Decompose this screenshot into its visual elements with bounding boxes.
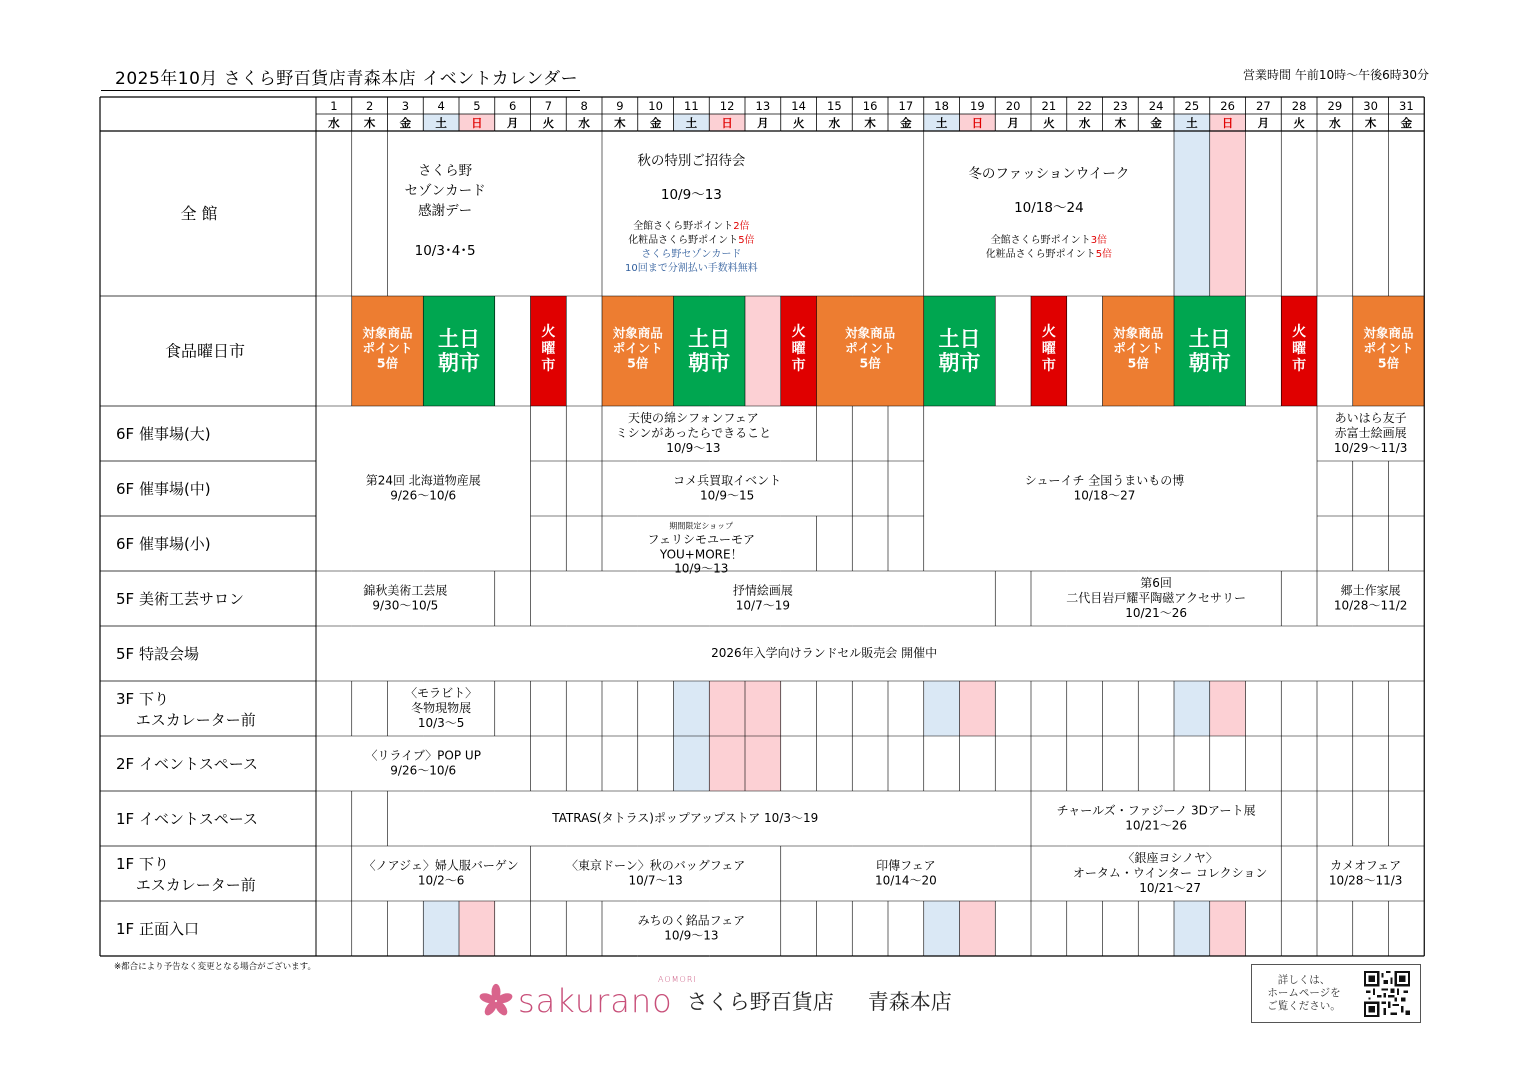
weekday-label: 木 [614, 116, 626, 130]
event-felisi: フェリシモユーモア [647, 532, 755, 547]
aki-point-line1: 全館さくら野ポイント2倍 [633, 221, 750, 232]
event-iwato: 10/21～26 [1125, 606, 1188, 620]
point-5x-text: 5倍 [376, 355, 399, 371]
row-label: 食品曜日市 [164, 341, 246, 361]
weekday-label: 金 [1400, 116, 1413, 130]
event-randoseru: 2026年入学向けランドセル販売会 開催中 [711, 646, 938, 660]
saturday-cell [674, 681, 710, 736]
event-charles: 10/21～26 [1125, 818, 1188, 833]
day-number: 9 [616, 99, 624, 113]
sunday-cell [745, 736, 781, 791]
saturday-cell [924, 901, 960, 956]
event-hokkaido: 第24回 北海道物産展 [365, 473, 481, 488]
saturday-cell [1174, 131, 1210, 296]
event-kome: 10/9～15 [700, 488, 755, 503]
day-number: 26 [1220, 99, 1235, 113]
day-number: 3 [401, 99, 410, 113]
event-kameo: 10/28～11/3 [1328, 873, 1403, 888]
event-rilive: 〈リライブ〉POP UP [365, 748, 481, 763]
day-number: 29 [1327, 99, 1343, 113]
weekday-label: 木 [864, 116, 876, 130]
seizon-card-day: 感謝デー [418, 203, 473, 219]
event-inden: 印傳フェア [876, 858, 936, 873]
point-5x-text: 5倍 [1127, 355, 1149, 371]
asaichi-text: 朝市 [438, 351, 480, 375]
saturday-cell [423, 901, 459, 956]
event-kyodo: 10/28～11/2 [1333, 598, 1408, 613]
point-5x-text: ポイント [362, 340, 413, 356]
weekday-label: 水 [328, 116, 340, 130]
row-label: 2F イベントスペース [116, 755, 259, 773]
point-5x-text: ポイント [845, 340, 896, 356]
day-number: 14 [791, 99, 806, 113]
event-morabito: 〈モラビト〉 [405, 686, 478, 700]
branch-name: 青森本店 [867, 990, 952, 1014]
saturday-cell [924, 681, 960, 736]
kayou-text: 市 [541, 358, 556, 374]
event-ginza: 〈銀座ヨシノヤ〉 [1122, 851, 1218, 865]
point-5x-text: 対象商品 [612, 325, 663, 341]
event-michinoku: 10/9～13 [664, 928, 719, 943]
kayou-text: 市 [791, 358, 806, 374]
page-title: 2025年10月 さくら野百貨店青森本店 イベントカレンダー [101, 64, 580, 91]
point-5x-text: 対象商品 [1363, 325, 1414, 341]
seizon-card-day: さくら野 [418, 163, 473, 179]
weekday-label: 木 [1364, 116, 1377, 130]
weekday-label: 木 [1114, 116, 1127, 130]
point-5x-text: ポイント [612, 340, 663, 356]
point-5x-text: 対象商品 [362, 325, 413, 341]
kayou-text: 市 [1292, 358, 1307, 374]
kayou-text: 曜 [541, 341, 556, 357]
store-name: さくら野百貨店 [686, 990, 834, 1014]
day-number: 7 [544, 99, 553, 113]
row-label: 5F 特設会場 [116, 645, 199, 663]
aki-point-line2: 化粧品さくら野ポイント5倍 [628, 235, 755, 246]
sunday-cell [745, 296, 781, 406]
day-number: 11 [684, 99, 699, 113]
kayou-text: 火 [1041, 324, 1056, 340]
row-label: エスカレーター前 [116, 876, 256, 894]
asaichi-text: 朝市 [1188, 351, 1231, 375]
sunday-cell [960, 681, 996, 736]
weekday-label: 日 [471, 116, 483, 130]
event-ginza: オータム・ウインター コレクション [1072, 866, 1268, 880]
weekday-label: 木 [363, 116, 376, 130]
sunday-cell [709, 681, 745, 736]
day-number: 24 [1148, 99, 1164, 113]
day-number: 19 [970, 99, 985, 113]
sunday-cell [459, 901, 495, 956]
event-noage: 10/2～6 [417, 873, 465, 888]
event-aihara: 赤富士絵画展 [1334, 426, 1407, 440]
point-5x-text: 対象商品 [1113, 325, 1164, 341]
day-number: 5 [473, 99, 481, 113]
weekday-label: 月 [757, 116, 769, 130]
saturday-cell [1174, 681, 1210, 736]
day-number: 13 [755, 99, 771, 113]
kayou-text: 火 [1292, 324, 1307, 340]
point-5x-text: 5倍 [627, 355, 649, 371]
sakura-flower-icon [478, 983, 514, 1019]
event-michinoku: みちのく銘品フェア [637, 913, 746, 928]
weekday-label: 金 [1150, 116, 1162, 130]
sunday-cell [960, 901, 996, 956]
fuyu-point-line2: 化粧品さくら野ポイント5倍 [985, 249, 1113, 260]
day-number: 4 [437, 99, 445, 113]
event-kinshu: 錦秋美術工芸展 [363, 583, 448, 598]
row-label: 1F イベントスペース [116, 810, 259, 828]
point-5x-text: 5倍 [859, 355, 881, 371]
day-number: 27 [1256, 99, 1271, 113]
business-hours: 営業時間 午前10時～午後6時30分 [1243, 68, 1429, 82]
asaichi-text: 土日 [938, 327, 981, 351]
event-felisi: 期間限定ショップ [669, 521, 734, 531]
weekday-label: 月 [1257, 116, 1270, 130]
seizon-card-day: セゾンカード [404, 183, 486, 199]
weekday-label: 土 [685, 116, 698, 130]
row-label: エスカレーター前 [116, 711, 256, 729]
event-jojo: 抒情絵画展 [732, 583, 793, 598]
event-kameo: カメオフェア [1330, 858, 1402, 873]
event-chiffon: ミシンがあったらできること [615, 426, 772, 440]
kayou-text: 市 [1041, 358, 1056, 374]
event-shuichi: 10/18～27 [1073, 488, 1136, 503]
kayou-text: 火 [791, 324, 806, 340]
row-label: 1F 下り [116, 855, 169, 873]
day-number: 6 [508, 99, 517, 113]
point-5x-text: ポイント [1363, 340, 1414, 356]
event-inden: 10/14～20 [874, 873, 937, 888]
event-morabito: 冬物現物展 [411, 701, 472, 715]
day-number: 2 [365, 99, 374, 113]
event-noage: 〈ノアジェ〉婦人服バーゲン [363, 858, 519, 873]
row-label: 6F 催事場(小) [116, 535, 211, 553]
row-label: 1F 正面入口 [116, 920, 199, 938]
weekday-label: 火 [542, 116, 555, 130]
weekday-label: 金 [900, 116, 912, 130]
weekday-label: 日 [1221, 116, 1234, 130]
day-number: 22 [1077, 99, 1092, 113]
disclaimer-note: ※都合により予告なく変更となる場合がございます。 [114, 962, 316, 972]
event-aihara: あいはら友子 [1334, 411, 1407, 425]
weekday-label: 水 [1078, 116, 1091, 130]
day-number: 23 [1113, 99, 1128, 113]
seizon-card-day: 10/3･4･5 [414, 243, 476, 259]
event-shuichi: シューイチ 全国うまいもの博 [1024, 473, 1185, 488]
brand-aomori: AOMORI [658, 975, 697, 984]
sunday-cell [1210, 131, 1246, 296]
weekday-label: 日 [971, 116, 984, 130]
store-footer [478, 975, 952, 1020]
event-rilive: 9/26～10/6 [390, 763, 457, 778]
event-kome: コメ兵買取イベント [673, 473, 782, 488]
day-number: 20 [1005, 99, 1021, 113]
weekday-label: 水 [578, 116, 590, 130]
sunday-cell [745, 681, 781, 736]
day-number: 18 [934, 99, 949, 113]
event-morabito: 10/3～5 [417, 716, 465, 730]
event-felisi: YOU+MORE！ [659, 547, 743, 562]
day-number: 25 [1184, 99, 1200, 113]
weekday-label: 土 [435, 116, 447, 130]
event-aihara: 10/29～11/3 [1333, 441, 1408, 455]
day-number: 10 [648, 99, 663, 113]
day-number: 30 [1363, 99, 1378, 113]
saturday-cell [674, 736, 710, 791]
row-label: 全 館 [180, 204, 218, 223]
fuyu-title: 冬のファッションウイーク [968, 166, 1130, 182]
row-label: 5F 美術工芸サロン [116, 590, 244, 608]
event-kinshu: 9/30～10/5 [372, 598, 439, 613]
event-ginza: 10/21～27 [1139, 881, 1202, 895]
row-label: 6F 催事場(大) [116, 425, 211, 443]
weekday-label: 月 [506, 116, 519, 130]
row-label: 3F 下り [116, 690, 169, 708]
day-number: 28 [1291, 99, 1307, 113]
kayou-text: 曜 [791, 341, 806, 357]
aki-saison-line: さくら野セゾンカード [641, 249, 742, 260]
weekday-label: 土 [935, 116, 948, 130]
sunday-cell [1210, 681, 1246, 736]
event-iwato: 第6回 [1140, 576, 1172, 590]
event-chiffon: 10/9～13 [666, 441, 721, 455]
point-5x-text: 対象商品 [845, 325, 896, 341]
fuyu-dates: 10/18～24 [1014, 200, 1084, 216]
weekday-label: 火 [792, 116, 805, 130]
weekday-label: 水 [828, 116, 841, 130]
day-number: 21 [1041, 99, 1057, 113]
weekday-label: 日 [721, 116, 733, 130]
asaichi-text: 朝市 [938, 351, 981, 375]
day-number: 8 [580, 99, 588, 113]
event-jojo: 10/7～19 [735, 598, 790, 613]
event-tokyodoon: 〈東京ドーン〉秋のバッグフェア [566, 858, 746, 873]
sunday-cell [709, 736, 745, 791]
sunday-cell [1210, 901, 1246, 956]
day-number: 16 [862, 99, 878, 113]
event-charles: チャールズ・ファジーノ 3Dアート展 [1056, 803, 1256, 818]
event-felisi: 10/9～13 [674, 561, 729, 576]
asaichi-text: 朝市 [688, 351, 731, 375]
event-tokyodoon: 10/7～13 [628, 873, 683, 888]
day-number: 15 [827, 99, 842, 113]
weekday-label: 火 [1293, 116, 1305, 130]
fuyu-point-line1: 全館さくら野ポイント3倍 [990, 235, 1108, 246]
day-number: 1 [330, 99, 338, 113]
asaichi-text: 土日 [1188, 327, 1231, 351]
event-chiffon: 天使の綿シフォンフェア [627, 411, 759, 425]
weekday-label: 火 [1043, 116, 1055, 130]
kayou-text: 曜 [1041, 341, 1056, 357]
row-label: 6F 催事場(中) [116, 480, 211, 498]
saturday-cell [1174, 901, 1210, 956]
event-iwato: 二代目岩戸耀平陶磁アクセサリー [1066, 591, 1246, 605]
day-number: 12 [719, 99, 735, 113]
asaichi-text: 土日 [688, 327, 731, 351]
event-kyodo: 郷土作家展 [1340, 583, 1401, 598]
weekday-label: 水 [1329, 116, 1341, 130]
homepage-qr-box[interactable] [1251, 964, 1421, 1023]
kayou-text: 火 [541, 324, 556, 340]
point-5x-text: ポイント [1113, 340, 1164, 356]
qr-code-icon[interactable] [1364, 971, 1410, 1017]
aki-title: 秋の特別ご招待会 [637, 153, 746, 169]
event-tatras: TATRAS(タトラス)ポップアップストア 10/3～19 [552, 811, 819, 825]
day-number: 17 [898, 99, 914, 113]
day-number: 31 [1399, 99, 1414, 113]
weekday-label: 金 [399, 116, 412, 130]
kayou-text: 曜 [1292, 341, 1307, 357]
weekday-label: 月 [1007, 116, 1019, 130]
point-5x-text: 5倍 [1377, 355, 1400, 371]
aki-installment-line: 10回まで分割払い手数料無料 [625, 263, 758, 274]
brand-logo: sakurano AOMORI [518, 975, 697, 1020]
qr-caption: 詳しくは、 ホームページを ご覧ください。 [1267, 974, 1341, 1012]
event-hokkaido: 9/26～10/6 [390, 488, 457, 503]
weekday-label: 金 [649, 116, 662, 130]
asaichi-text: 土日 [438, 327, 480, 351]
weekday-label: 土 [1186, 116, 1198, 130]
aki-dates: 10/9～13 [660, 187, 722, 203]
